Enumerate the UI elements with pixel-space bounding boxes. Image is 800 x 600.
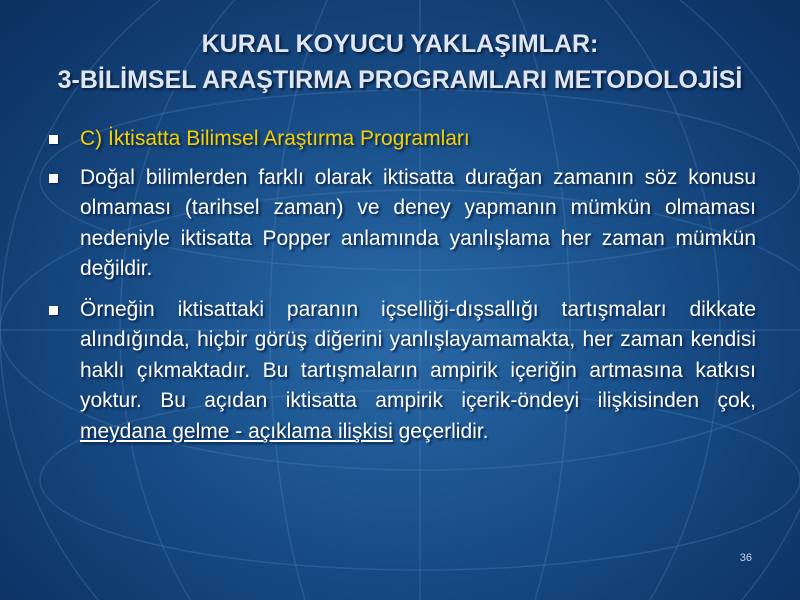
square-bullet-icon (49, 135, 58, 144)
page-number: 36 (739, 552, 752, 564)
bullet-text: C) İktisatta Bilimsel Araştırma Programları (80, 127, 470, 150)
bullet-item-heading (46, 124, 756, 155)
bullet-text-after: geçerlidir. (392, 419, 489, 443)
slide-title-line1: KURAL KOYUCU YAKLAŞIMLAR: (201, 30, 599, 58)
slide-title-line2: 3-BİLİMSEL ARAŞTIRMA PROGRAMLARI METODOLOJİSİ (57, 66, 743, 94)
square-bullet-icon (49, 174, 58, 183)
bullet-text: Doğal bilimlerden farklı olarak iktisatta durağan zamanın söz konusu olmaması (tarihsel zaman) ve deney yapmanın mümkün olmaması nedeniyle iktisatta Popper anlamında yanlışlama her zaman mümkün değildir. (80, 165, 756, 280)
bullet-list (46, 124, 756, 457)
bullet-text-before: Örneğin iktisattaki paranın içselliği-dışsallığı tartışmaları dikkate alındığında, hiçbir görüş diğerini yanlışlayamamakta, her zaman kendisi haklı çıkmaktadır. Bu tartışmaların ampirik içeriğin artmasına katkısı yoktur. Bu açıdan iktisatta ampirik içerik-öndeyi ilişkisinden çok, (80, 297, 756, 412)
square-bullet-icon (49, 306, 58, 315)
bullet-item-example (46, 295, 756, 448)
underlined-phrase: meydana gelme - açıklama ilişkisi (80, 419, 393, 443)
bullet-item-natural-sciences (46, 163, 756, 285)
